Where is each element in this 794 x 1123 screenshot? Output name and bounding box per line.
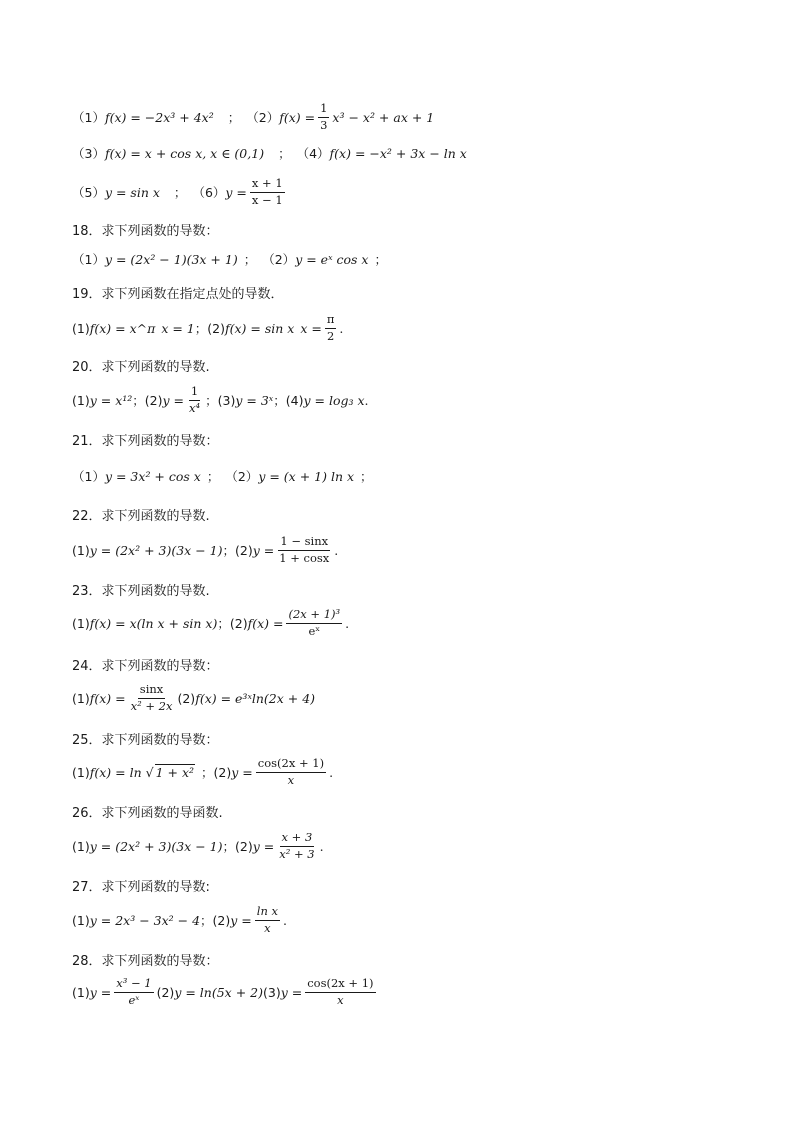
q26-title: 26．求下列函数的导函数. xyxy=(72,806,223,821)
q27-part2-label: (2) xyxy=(212,912,231,928)
q20-part4-expr: y = log₃ x xyxy=(303,392,365,408)
q21-part1-label: （1） xyxy=(72,469,105,484)
q26-line xyxy=(72,832,324,860)
q21-part2-label: （2） xyxy=(225,469,259,484)
q17-part2-rest: x³ − x² + ax + 1 xyxy=(332,109,435,125)
q22-part1-label: (1) xyxy=(72,542,90,558)
q26-part2-numerator: x + 3 xyxy=(280,832,315,847)
q23-part2-denominator: eˣ xyxy=(308,623,321,638)
q21-end: ； xyxy=(360,469,373,484)
q25-sep: ； xyxy=(201,765,214,780)
q28-part1-label: (1) xyxy=(72,984,90,1000)
q17-part5-expr: y = sin x xyxy=(104,184,160,200)
q21-part2-expr: y = (x + 1) ln x xyxy=(258,468,355,484)
q17-part2-denominator: 3 xyxy=(320,117,328,132)
q20-part4-label: (4) xyxy=(285,392,304,408)
q28-line xyxy=(72,978,379,1006)
q26-part2-fraction xyxy=(277,832,316,860)
q20-part2-label: (2) xyxy=(144,392,163,408)
q17-part6-fraction xyxy=(250,178,285,206)
q24-part2-label: (2) xyxy=(177,690,196,706)
q20-sep2: ； xyxy=(205,393,218,408)
q17-part5-label: （5） xyxy=(72,185,105,200)
q22-part2-numerator: 1 − sinx xyxy=(278,536,330,551)
q24-title: 24．求下列函数的导数： xyxy=(72,659,219,674)
q19-part1-expr: f(x) = x^π xyxy=(89,320,156,336)
q19-end: . xyxy=(339,320,344,336)
q28-part1-lhs: y = xyxy=(89,984,112,1000)
q20-sep3: ； xyxy=(273,393,286,408)
q20-part3-label: (3) xyxy=(217,392,236,408)
q27-part2-fraction xyxy=(255,906,280,934)
q26-end: . xyxy=(319,838,324,854)
q27-part1-label: (1) xyxy=(72,912,90,928)
q24-part1-fraction xyxy=(129,684,175,712)
q26-part1-expr: y = (2x² + 3)(3x − 1) xyxy=(89,838,223,854)
q19-part2-label: (2) xyxy=(207,320,225,336)
q17-part1-label: （1） xyxy=(72,110,105,125)
q17-part3-label: （3） xyxy=(72,146,105,161)
q25-sqrt-sign: √ xyxy=(141,764,154,780)
q18-part2-expr: y = eˣ cos x xyxy=(295,251,369,267)
q26-part2-denominator: x² + 3 xyxy=(279,846,315,861)
q17-part2-label: （2） xyxy=(246,110,280,125)
q27-part1-expr: y = 2x³ − 3x² − 4 xyxy=(89,912,201,928)
q25-part1-label: (1) xyxy=(72,764,90,780)
q20-sep1: ； xyxy=(132,393,145,408)
q23-part2-numerator: (2x + 1)³ xyxy=(286,609,342,624)
q23-title: 23．求下列函数的导数. xyxy=(72,584,210,599)
q23-part2-lhs: f(x) = xyxy=(247,615,284,631)
q17-part2-numerator: 1 xyxy=(318,103,329,118)
q28-part1-numerator: x³ − 1 xyxy=(114,978,153,993)
q24-part1-denominator: x² + 2x xyxy=(130,698,173,713)
q20-part1-expr: y = x¹² xyxy=(89,392,133,408)
q28-part3-denominator: x xyxy=(337,992,344,1007)
q28-part3-fraction xyxy=(305,978,375,1006)
q17-part3-expr: f(x) = x + cos x, x ∈ (0,1) xyxy=(104,145,265,161)
q20-title: 20．求下列函数的导数. xyxy=(72,360,210,375)
q19-line xyxy=(72,314,343,342)
q22-part2-label: (2) xyxy=(235,542,253,558)
q22-part2-lhs: y = xyxy=(252,542,275,558)
q27-title: 27．求下列函数的导数: xyxy=(72,880,210,895)
q23-part1-expr: f(x) = x(ln x + sin x) xyxy=(89,615,218,631)
q25-part2-fraction xyxy=(256,758,326,786)
q24-line xyxy=(72,684,315,712)
q17-line1 xyxy=(72,103,434,131)
q17-part6-lhs: y = xyxy=(225,184,247,200)
q19-part2-numerator: π xyxy=(325,314,337,329)
q20-part2-numerator: 1 xyxy=(189,386,200,401)
q17-part1-expr: f(x) = −2x³ + 4x² xyxy=(104,109,214,125)
q18-line xyxy=(72,250,387,268)
q27-part2-lhs: y = xyxy=(230,912,252,928)
q20-end: . xyxy=(364,392,369,408)
q28-part3-label: (3) xyxy=(262,984,281,1000)
q25-part2-lhs: y = xyxy=(231,764,253,780)
q18-part2-label: （2） xyxy=(262,252,296,267)
q24-part2-expr: f(x) = e³ˣln(2x + 4) xyxy=(195,690,316,706)
q24-part1-lhs: f(x) = xyxy=(89,690,126,706)
q22-part1-expr: y = (2x² + 3)(3x − 1) xyxy=(89,542,223,558)
q20-part2-lhs: y = xyxy=(162,392,185,408)
q18-part1-label: （1） xyxy=(72,252,105,267)
q17-line3 xyxy=(72,178,288,206)
q27-part2-numerator: ln x xyxy=(255,906,280,921)
q27-part2-denominator: x xyxy=(264,920,271,935)
q21-title: 21．求下列函数的导数： xyxy=(72,434,219,449)
q18-sep: ； xyxy=(243,252,257,267)
q26-sep: ； xyxy=(222,839,235,854)
q24-part1-label: (1) xyxy=(72,690,90,706)
q21-sep: ； xyxy=(206,469,220,484)
q23-end: . xyxy=(345,615,350,631)
q19-part2-expr: f(x) = sin x xyxy=(224,320,295,336)
q19-part1-point: x = 1 xyxy=(161,320,195,336)
q26-part1-label: (1) xyxy=(72,838,90,854)
q17-part6-label: （6） xyxy=(192,185,226,200)
q18-title: 18．求下列函数的导数： xyxy=(72,224,219,239)
q23-part2-label: (2) xyxy=(229,615,248,631)
q20-part2-fraction xyxy=(187,386,202,414)
q17-sep3: ； xyxy=(173,185,187,200)
q19-part2-denominator: 2 xyxy=(326,328,335,343)
q26-part2-lhs: y = xyxy=(252,838,275,854)
q25-part2-numerator: cos(2x + 1) xyxy=(256,758,326,773)
q25-part2-denominator: x xyxy=(287,772,295,787)
q28-part1-denominator: eˣ xyxy=(128,992,140,1007)
q17-part6-denominator: x − 1 xyxy=(251,192,283,207)
q25-end: . xyxy=(329,764,334,780)
q20-line xyxy=(72,386,369,414)
q28-part3-lhs: y = xyxy=(280,984,303,1000)
q17-part2-fraction xyxy=(318,103,329,131)
q25-line xyxy=(72,758,333,786)
q28-title: 28．求下列函数的导数： xyxy=(72,954,219,969)
q19-sep: ； xyxy=(194,321,208,336)
q22-title: 22．求下列函数的导数. xyxy=(72,509,210,524)
q17-sep2: ； xyxy=(278,146,291,161)
q28-part1-fraction xyxy=(114,978,153,1006)
q27-line xyxy=(72,906,287,934)
q21-line xyxy=(72,467,373,485)
q17-part6-numerator: x + 1 xyxy=(250,178,285,193)
q22-end: . xyxy=(334,542,339,558)
q27-sep: ； xyxy=(200,913,213,928)
q17-part4-label: （4） xyxy=(296,146,330,161)
q18-end: ； xyxy=(374,252,387,267)
q22-part2-fraction xyxy=(277,536,331,564)
q23-sep: ； xyxy=(217,616,230,631)
q22-sep: ； xyxy=(222,543,235,558)
q18-part1-expr: y = (2x² − 1)(3x + 1) xyxy=(104,251,238,267)
q17-line2 xyxy=(72,144,467,162)
q25-sqrt-radicand: 1 + x² xyxy=(155,765,195,780)
q23-part2-fraction xyxy=(286,609,342,637)
q19-part1-label: (1) xyxy=(72,320,90,336)
q20-part2-denominator: x⁴ xyxy=(189,400,201,415)
q25-part1-lhs: f(x) = ln xyxy=(89,764,142,780)
q20-part1-label: (1) xyxy=(72,392,90,408)
q23-line xyxy=(72,609,349,637)
q19-part2-fraction xyxy=(325,314,337,342)
q19-part2-point-lhs: x = xyxy=(300,320,322,336)
q25-part2-label: (2) xyxy=(213,764,232,780)
q28-part3-numerator: cos(2x + 1) xyxy=(305,978,375,993)
q17-sep1: ； xyxy=(227,110,241,125)
q28-part2-expr: y = ln(5x + 2) xyxy=(174,984,263,1000)
q17-part2-lhs: f(x) = xyxy=(279,109,316,125)
q19-title: 19．求下列函数在指定点处的导数． xyxy=(72,287,284,302)
q22-part2-denominator: 1 + cosx xyxy=(279,550,330,565)
q25-title: 25．求下列函数的导数： xyxy=(72,733,219,748)
q22-line xyxy=(72,536,338,564)
q21-part1-expr: y = 3x² + cos x xyxy=(104,468,201,484)
q24-part1-numerator: sinx xyxy=(138,684,165,699)
q20-part3-expr: y = 3ˣ xyxy=(235,392,274,408)
q28-part2-label: (2) xyxy=(156,984,175,1000)
q17-part4-expr: f(x) = −x² + 3x − ln x xyxy=(329,145,467,161)
q26-part2-label: (2) xyxy=(235,838,253,854)
q27-end: . xyxy=(283,912,287,928)
q23-part1-label: (1) xyxy=(72,615,90,631)
